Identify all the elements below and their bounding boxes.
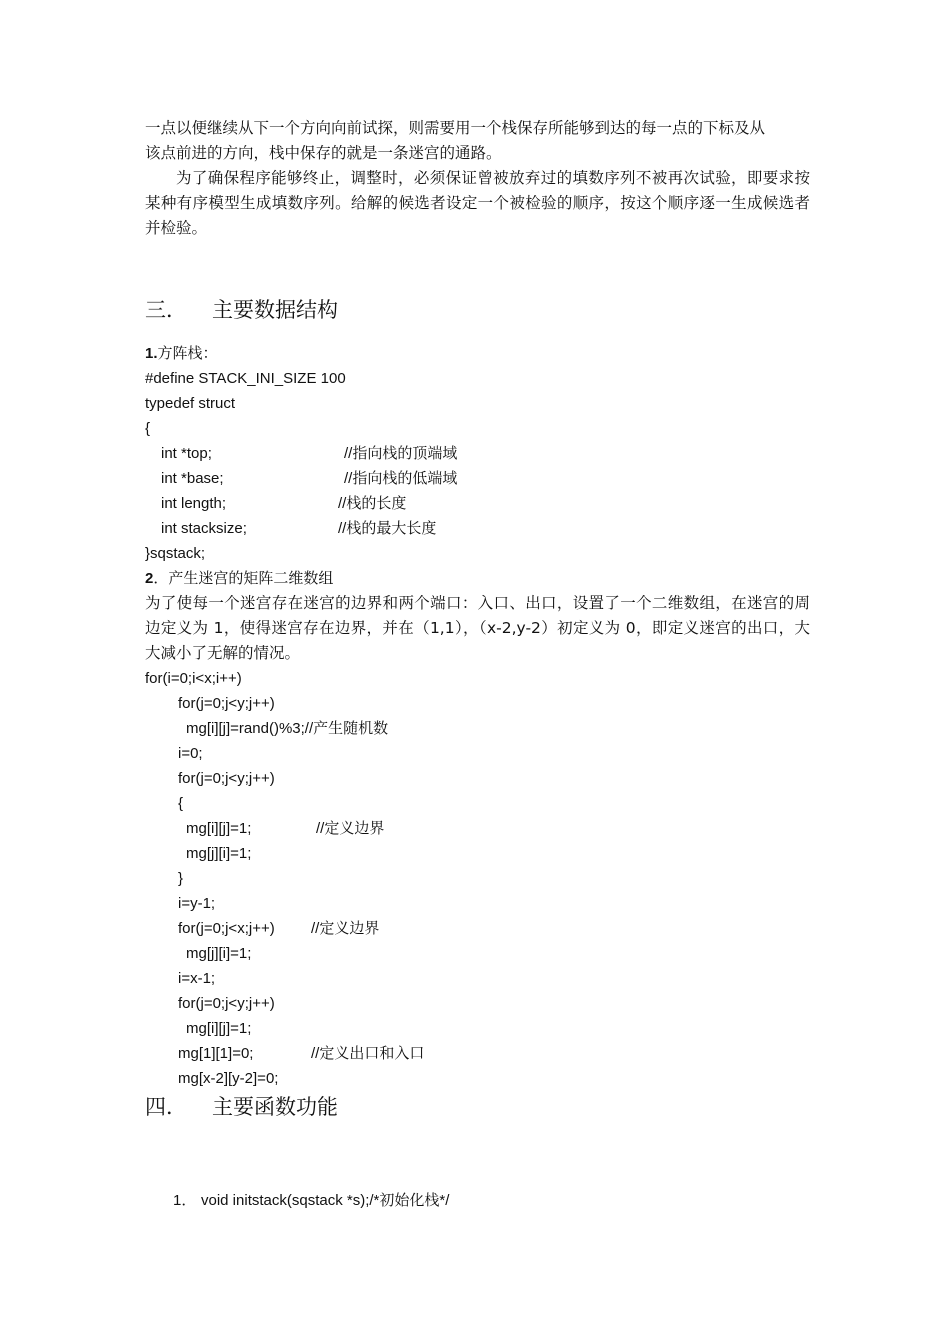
code-line: mg[1][1]=0; bbox=[178, 1045, 254, 1062]
section-heading-4 bbox=[145, 1093, 338, 1121]
code-line: int *base; bbox=[161, 470, 224, 487]
intro-paragraph-1-line-1: 一点以便继续从下一个方向向前试探，则需要用一个栈保存所能够到达的每一点的下标及从 bbox=[145, 119, 766, 137]
code-line: i=x-1; bbox=[178, 970, 216, 987]
code-line: } bbox=[178, 870, 184, 887]
code-line: i=y-1; bbox=[178, 895, 216, 912]
item-1-number: 1. bbox=[145, 345, 158, 362]
code-line: #define STACK_INI_SIZE 100 bbox=[145, 370, 346, 387]
intro-paragraph-1 bbox=[145, 116, 810, 166]
code-line: for(j=0;j<y;j++) bbox=[178, 695, 275, 712]
item-2-number: 2 bbox=[145, 570, 154, 587]
code-line: mg[i][j]=rand()%3;//产生随机数 bbox=[186, 720, 389, 737]
code-comment: //定义边界 bbox=[311, 920, 380, 937]
code-line: for(i=0;i<x;i++) bbox=[145, 670, 242, 687]
item-2-label: ．产生迷宫的矩阵二维数组 bbox=[153, 570, 334, 587]
section-title: 主要数据结构 bbox=[212, 298, 338, 322]
section-heading-3 bbox=[145, 296, 338, 324]
function-list-number: 1． bbox=[173, 1192, 197, 1209]
function-list-text: void initstack(sqstack *s);/*初始化栈*/ bbox=[201, 1192, 450, 1209]
code-line: { bbox=[145, 420, 151, 437]
function-list-item bbox=[173, 1188, 449, 1213]
section-title: 主要函数功能 bbox=[212, 1095, 338, 1119]
item-2-description: 为了使每一个迷宫存在迷宫的边界和两个端口：入口、出口，设置了一个二维数组，在迷宫的周边定义为 1，使得迷宫存在边界，并在（1,1），（x-2,y-2）初定义为 0，即定义迷宫的出口，大大减小了无解的情况。 bbox=[145, 594, 810, 662]
code-comment: //定义出口和入口 bbox=[311, 1045, 425, 1062]
code-comment: //栈的长度 bbox=[338, 495, 407, 512]
code-comment: //指向栈的顶端域 bbox=[344, 445, 458, 462]
code-line: mg[x-2][y-2]=0; bbox=[178, 1070, 279, 1087]
code-line: int *top; bbox=[161, 445, 212, 462]
code-line: i=0; bbox=[178, 745, 203, 762]
code-line: mg[i][j]=1; bbox=[186, 1020, 252, 1037]
code-line: for(j=0;j<x;j++) bbox=[178, 920, 275, 937]
code-line: mg[i][j]=1; bbox=[186, 820, 252, 837]
code-line: typedef struct bbox=[145, 395, 236, 412]
code-line: for(j=0;j<y;j++) bbox=[178, 770, 275, 787]
item-1-label: 方阵栈： bbox=[157, 345, 218, 362]
code-line: int stacksize; bbox=[161, 520, 247, 537]
code-line: }sqstack; bbox=[145, 545, 206, 562]
section-number: 三． bbox=[145, 298, 187, 322]
code-line: mg[j][i]=1; bbox=[186, 845, 252, 862]
code-comment: //指向栈的低端域 bbox=[344, 470, 458, 487]
item-2-heading bbox=[145, 566, 333, 591]
code-line: int length; bbox=[161, 495, 227, 512]
intro-paragraph-2: 为了确保程序能够终止，调整时，必须保证曾被放弃过的填数序列不被再次试验，即要求按某种有序模型生成填数序列。给解的候选者设定一个被检验的顺序，按这个顺序逐一生成候选者并检验。 bbox=[145, 169, 810, 237]
item-1-heading bbox=[145, 341, 218, 366]
code-comment: //定义边界 bbox=[316, 820, 385, 837]
intro-paragraph-1-line-2: 该点前进的方向，栈中保存的就是一条迷宫的通路。 bbox=[145, 144, 502, 162]
code-line: { bbox=[178, 795, 184, 812]
code-line: mg[j][i]=1; bbox=[186, 945, 252, 962]
section-number: 四． bbox=[145, 1095, 187, 1119]
code-line: for(j=0;j<y;j++) bbox=[178, 995, 275, 1012]
code-comment: //栈的最大长度 bbox=[338, 520, 437, 537]
